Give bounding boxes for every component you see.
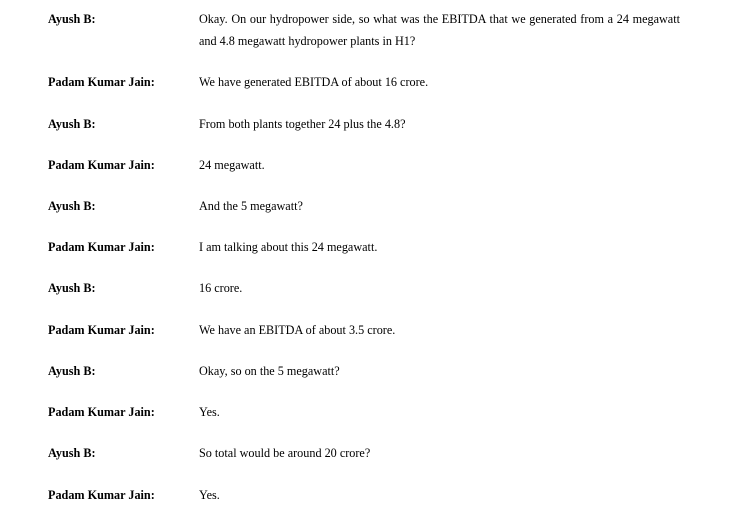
speaker-name: Padam Kumar Jain:: [48, 240, 155, 254]
speaker-name: Ayush B:: [48, 199, 96, 213]
utterance-text: From both plants together 24 plus the 4.8?: [199, 117, 406, 131]
speaker-name: Padam Kumar Jain:: [48, 75, 155, 89]
speaker-name: Padam Kumar Jain:: [48, 488, 155, 502]
utterance-text: Okay. On our hydropower side, so what was the EBITDA that we generated from a 24 megawatt and 4.8 megawatt hydropower plants in H1?: [199, 12, 680, 48]
utterance-text: I am talking about this 24 megawatt.: [199, 240, 378, 254]
utterance-text: And the 5 megawatt?: [199, 199, 303, 213]
utterance-text: We have generated EBITDA of about 16 crore.: [199, 75, 429, 89]
utterance-text: 16 crore.: [199, 281, 243, 295]
utterance-text: Yes.: [199, 405, 220, 419]
speaker-name: Ayush B:: [48, 446, 96, 460]
speaker-name: Ayush B:: [48, 281, 96, 295]
speaker-name: Ayush B:: [48, 12, 96, 26]
speaker-name: Ayush B:: [48, 117, 96, 131]
utterance-text: Okay, so on the 5 megawatt?: [199, 364, 340, 378]
utterance-text: So total would be around 20 crore?: [199, 446, 371, 460]
speaker-name: Padam Kumar Jain:: [48, 405, 155, 419]
utterance-text: 24 megawatt.: [199, 158, 265, 172]
speaker-name: Padam Kumar Jain:: [48, 158, 155, 172]
speaker-name: Padam Kumar Jain:: [48, 323, 155, 337]
utterance-text: Yes.: [199, 488, 220, 502]
speaker-name: Ayush B:: [48, 364, 96, 378]
utterance-text: We have an EBITDA of about 3.5 crore.: [199, 323, 396, 337]
